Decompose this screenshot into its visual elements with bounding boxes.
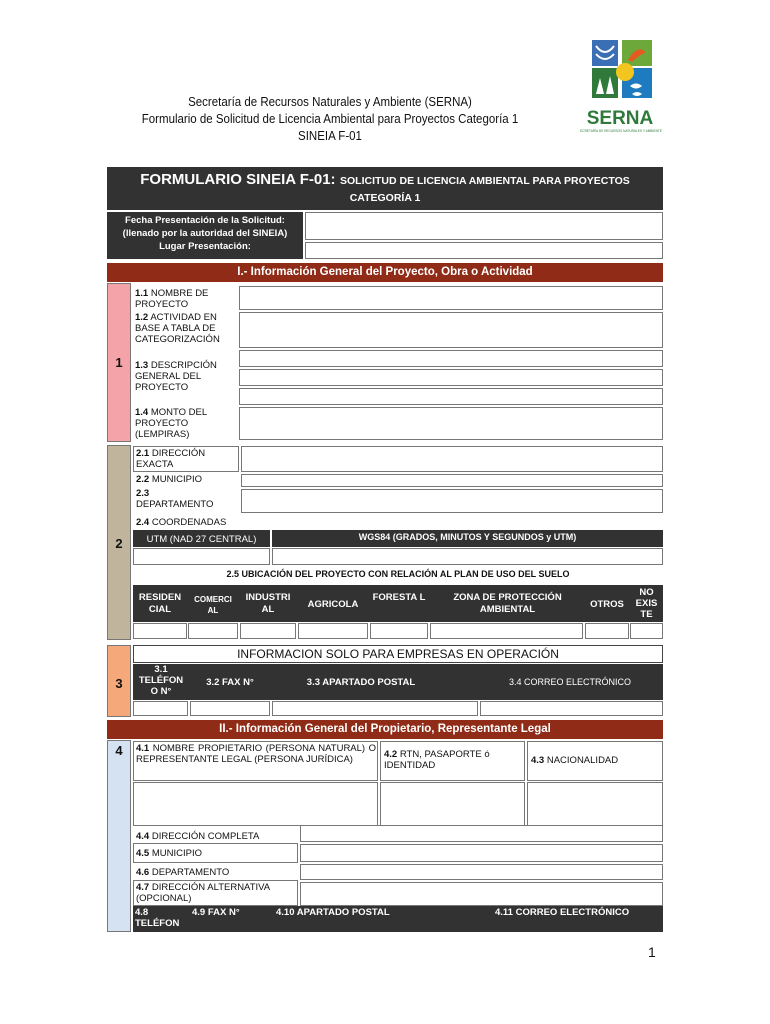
section1-number: 1	[115, 355, 123, 370]
utm-field[interactable]	[133, 548, 270, 565]
form-title-line2: CATEGORÍA 1	[349, 192, 421, 204]
label-1-2: 1.2 ACTIVIDAD EN BASE A TABLA DE CATEGORIZACIÓN	[135, 312, 220, 345]
col-agricola: AGRICOLA	[307, 599, 359, 610]
rtn-field[interactable]	[380, 782, 525, 826]
monto-field[interactable]	[239, 407, 663, 440]
descripcion-field-1[interactable]	[239, 350, 663, 367]
actividad-field[interactable]	[239, 312, 663, 348]
header-line3: SINEIA F-01	[298, 129, 362, 143]
label-1-4: 1.4 MONTO DEL PROYECTO (LEMPIRAS)	[135, 407, 207, 440]
form-title-small: SOLICITUD DE LICENCIA AMBIENTAL PARA PROYECTOS	[340, 175, 630, 187]
forestal-field[interactable]	[370, 623, 428, 639]
no-existe-field[interactable]	[630, 623, 663, 639]
col-industrial: INDUSTRI AL	[245, 592, 291, 615]
s3-telefono-field[interactable]	[133, 701, 188, 716]
wgs-field[interactable]	[272, 548, 663, 565]
label-4-7: 4.7 DIRECCIÓN ALTERNATIVA (OPCIONAL)	[136, 882, 270, 904]
comercial-field[interactable]	[188, 623, 238, 639]
municipio-4-field[interactable]	[300, 844, 663, 862]
direccion-completa-field[interactable]	[300, 825, 663, 842]
municipio-field[interactable]	[241, 474, 663, 487]
s4-apartado-label: 4.10 APARTADO POSTAL	[276, 907, 390, 918]
form-title-big: FORMULARIO SINEIA F-01:	[140, 171, 336, 188]
label-4-1: 4.1 NOMBRE PROPIETARIO (PERSONA NATURAL) O REPRESENTANTE LEGAL (PERSONA JURÍDICA)	[136, 743, 376, 765]
section3-title: INFORMACION SOLO PARA EMPRESAS EN OPERACIÓN	[133, 645, 663, 663]
header-line2: Formulario de Solicitud de Licencia Ambiental para Proyectos Categoría 1	[141, 112, 519, 126]
label-2-4: 2.4 COORDENADAS	[136, 517, 227, 528]
agricola-field[interactable]	[298, 623, 368, 639]
form-title	[107, 171, 663, 189]
otros-field[interactable]	[585, 623, 629, 639]
document-header	[118, 94, 541, 145]
label-1-1: 1.1 NOMBRE DE PROYECTO	[135, 288, 209, 310]
logo-subtitle: SECRETARÍA DE RECURSOS NATURALES Y AMBIENTE	[580, 129, 662, 133]
s3-correo-label: 3.4 CORREO ELECTRÓNICO	[508, 677, 632, 687]
section2-number: 2	[115, 536, 123, 551]
label-2-3: 2.3 DEPARTAMENTO	[136, 488, 214, 510]
label-4-5: 4.5 MUNICIPIO	[136, 848, 202, 859]
departamento-field[interactable]	[241, 489, 663, 513]
col-residencial: RESIDEN CIAL	[138, 592, 182, 615]
descripcion-field-3[interactable]	[239, 388, 663, 405]
label-1-3: 1.3 DESCRIPCIÓN GENERAL DEL PROYECTO	[135, 360, 217, 393]
s3-fax-field[interactable]	[190, 701, 270, 716]
s3-apartado-label: 3.3 APARTADO POSTAL	[306, 677, 416, 688]
header-line1: Secretaría de Recursos Naturales y Ambiente (SERNA)	[188, 95, 472, 109]
col-forestal: FORESTA L	[372, 592, 426, 603]
section1-title: I.- Información General del Proyecto, Obra o Actividad	[107, 263, 663, 282]
s3-correo-field[interactable]	[480, 701, 663, 716]
serna-logo	[580, 38, 670, 138]
serna-logo-graphic	[580, 38, 670, 138]
label-4-6: 4.6 DEPARTAMENTO	[136, 867, 230, 878]
s4-fax-label: 4.9 FAX N°	[192, 907, 240, 918]
col-no-existe: NO EXIS TE	[635, 587, 658, 620]
logo-text: SERNA	[586, 108, 654, 129]
s3-apartado-field[interactable]	[272, 701, 478, 716]
section4-sidebar	[107, 740, 131, 932]
label-2-2: 2.2 MUNICIPIO	[136, 474, 202, 485]
col-otros: OTROS	[590, 599, 624, 610]
fecha-label1: Fecha Presentación de la Solicitud:	[125, 215, 285, 226]
fecha-label	[107, 214, 303, 253]
s4-telefono-label: 4.8 TELÉFON	[135, 907, 180, 929]
direccion-field[interactable]	[241, 446, 663, 472]
page-number: 1	[648, 944, 656, 960]
col-zona-proteccion: ZONA DE PROTECCIÓN AMBIENTAL	[453, 592, 562, 615]
lugar-label: Lugar Presentación:	[159, 241, 251, 252]
s3-telefono-label: 3.1 TELÉFON O N°	[138, 664, 184, 697]
residencial-field[interactable]	[133, 623, 187, 639]
fecha-label2: (llenado por la autoridad del SINEIA)	[122, 228, 288, 239]
section4-number: 4	[115, 743, 123, 758]
descripcion-field-2[interactable]	[239, 369, 663, 386]
direccion-alternativa-field[interactable]	[300, 882, 663, 906]
label-2-5: 2.5 UBICACIÓN DEL PROYECTO CON RELACIÓN AL PLAN DE USO DEL SUELO	[226, 569, 570, 579]
col-comercial: COMERCI AL	[194, 595, 232, 615]
industrial-field[interactable]	[240, 623, 296, 639]
nombre-propietario-field[interactable]	[133, 782, 378, 826]
lugar-field[interactable]	[305, 242, 663, 259]
label-2-1: 2.1 DIRECCIÓN EXACTA	[136, 448, 206, 470]
fecha-field[interactable]	[305, 212, 663, 240]
departamento-4-field[interactable]	[300, 864, 663, 880]
nacionalidad-field[interactable]	[527, 782, 663, 826]
s4-correo-label: 4.11 CORREO ELECTRÓNICO	[495, 907, 630, 918]
s3-fax-label: 3.2 FAX N°	[206, 677, 254, 688]
nombre-proyecto-field[interactable]	[239, 286, 663, 310]
label-4-3: 4.3 NACIONALIDAD	[531, 755, 619, 766]
section3-number: 3	[115, 676, 123, 691]
section2-title: II.- Información General del Propietario, Representante Legal	[107, 720, 663, 739]
label-4-4: 4.4 DIRECCIÓN COMPLETA	[136, 831, 260, 842]
label-4-2: 4.2 RTN, PASAPORTE ó IDENTIDAD	[384, 749, 490, 771]
utm-label: UTM (NAD 27 CENTRAL)	[146, 534, 257, 545]
wgs-label: WGS84 (GRADOS, MINUTOS Y SEGUNDOS y UTM)	[358, 532, 577, 542]
zona-proteccion-field[interactable]	[430, 623, 583, 639]
